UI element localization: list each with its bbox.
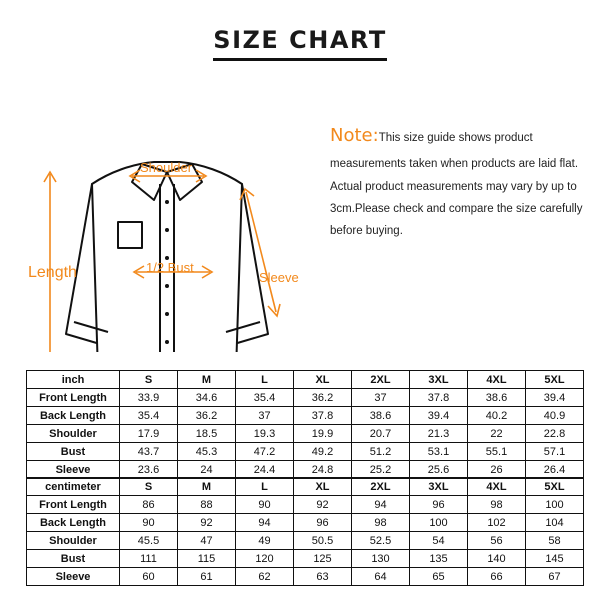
measurement-value-cell: 98 xyxy=(352,514,410,532)
label-shoulder: Shoulder xyxy=(140,160,193,175)
measurement-value-cell: 50.5 xyxy=(294,532,352,550)
measurement-label-cell: Shoulder xyxy=(27,532,120,550)
shirt-diagram xyxy=(14,72,334,352)
measurement-value-cell: 18.5 xyxy=(178,425,236,443)
measurement-value-cell: 51.2 xyxy=(352,443,410,461)
measurement-value-cell: 52.5 xyxy=(352,532,410,550)
measurement-value-cell: 65 xyxy=(410,568,468,586)
measurement-value-cell: 26 xyxy=(468,461,526,479)
measurement-value-cell: 25.2 xyxy=(352,461,410,479)
measurement-value-cell: 45.3 xyxy=(178,443,236,461)
unit-header-cell: centimeter xyxy=(27,478,120,496)
note-block xyxy=(330,118,588,243)
measurement-value-cell: 57.1 xyxy=(526,443,584,461)
measurement-value-cell: 47.2 xyxy=(236,443,294,461)
measurement-value-cell: 135 xyxy=(410,550,468,568)
measurement-value-cell: 88 xyxy=(178,496,236,514)
table-row xyxy=(27,389,584,407)
table-row xyxy=(27,425,584,443)
size-header-cell: 5XL xyxy=(526,478,584,496)
measurement-label-cell: Shoulder xyxy=(27,425,120,443)
shirt-illustration-svg xyxy=(14,72,334,352)
measurement-label-cell: Sleeve xyxy=(27,461,120,479)
measurement-value-cell: 21.3 xyxy=(410,425,468,443)
page-title-wrap xyxy=(0,26,600,61)
note-heading: Note: xyxy=(330,125,379,146)
measurement-value-cell: 19.3 xyxy=(236,425,294,443)
measurement-value-cell: 40.2 xyxy=(468,407,526,425)
measurement-value-cell: 43.7 xyxy=(120,443,178,461)
measurement-value-cell: 63 xyxy=(294,568,352,586)
measurement-value-cell: 37.8 xyxy=(410,389,468,407)
measurement-value-cell: 120 xyxy=(236,550,294,568)
measurement-value-cell: 17.9 xyxy=(120,425,178,443)
measurement-value-cell: 22.8 xyxy=(526,425,584,443)
measurement-value-cell: 94 xyxy=(352,496,410,514)
size-header-cell: XL xyxy=(294,371,352,389)
measurement-value-cell: 55.1 xyxy=(468,443,526,461)
measurement-value-cell: 66 xyxy=(468,568,526,586)
measurement-value-cell: 34.6 xyxy=(178,389,236,407)
measurement-value-cell: 25.6 xyxy=(410,461,468,479)
measurement-value-cell: 90 xyxy=(236,496,294,514)
measurement-value-cell: 35.4 xyxy=(120,407,178,425)
table-header-row xyxy=(27,371,584,389)
measurement-value-cell: 92 xyxy=(294,496,352,514)
size-table-inch xyxy=(26,370,584,479)
measurement-value-cell: 24.4 xyxy=(236,461,294,479)
table-row xyxy=(27,496,584,514)
measurement-value-cell: 38.6 xyxy=(468,389,526,407)
size-header-cell: 2XL xyxy=(352,478,410,496)
measurement-value-cell: 96 xyxy=(294,514,352,532)
size-header-cell: 4XL xyxy=(468,478,526,496)
measurement-value-cell: 36.2 xyxy=(294,389,352,407)
measurement-value-cell: 23.6 xyxy=(120,461,178,479)
measurement-value-cell: 94 xyxy=(236,514,294,532)
measurement-value-cell: 56 xyxy=(468,532,526,550)
measurement-value-cell: 145 xyxy=(526,550,584,568)
size-header-cell: L xyxy=(236,371,294,389)
measurement-label-cell: Bust xyxy=(27,443,120,461)
size-table-centimeter xyxy=(26,477,584,586)
measurement-value-cell: 39.4 xyxy=(410,407,468,425)
measurement-value-cell: 96 xyxy=(410,496,468,514)
measurement-value-cell: 37 xyxy=(236,407,294,425)
measurement-value-cell: 47 xyxy=(178,532,236,550)
measurement-value-cell: 100 xyxy=(526,496,584,514)
measurement-value-cell: 92 xyxy=(178,514,236,532)
label-length: Length xyxy=(28,264,77,281)
measurement-value-cell: 38.6 xyxy=(352,407,410,425)
label-sleeve: Sleeve xyxy=(259,270,299,285)
size-header-cell: S xyxy=(120,478,178,496)
measurement-value-cell: 33.9 xyxy=(120,389,178,407)
table-row xyxy=(27,461,584,479)
measurement-value-cell: 35.4 xyxy=(236,389,294,407)
unit-header-cell: inch xyxy=(27,371,120,389)
note-body: This size guide shows product measurements taken when products are laid flat. Actual product measurements may vary by up to 3cm.Please check and compare the size carefully before buying. xyxy=(330,132,583,238)
size-header-cell: 4XL xyxy=(468,371,526,389)
table-row xyxy=(27,443,584,461)
measurement-label-cell: Back Length xyxy=(27,514,120,532)
measurement-label-cell: Sleeve xyxy=(27,568,120,586)
measurement-value-cell: 140 xyxy=(468,550,526,568)
measurement-value-cell: 115 xyxy=(178,550,236,568)
page-title: SIZE CHART xyxy=(213,26,386,61)
measurement-value-cell: 62 xyxy=(236,568,294,586)
measurement-value-cell: 22 xyxy=(468,425,526,443)
measurement-value-cell: 61 xyxy=(178,568,236,586)
measurement-value-cell: 102 xyxy=(468,514,526,532)
measurement-value-cell: 111 xyxy=(120,550,178,568)
measurement-label-cell: Front Length xyxy=(27,389,120,407)
measurement-value-cell: 130 xyxy=(352,550,410,568)
measurement-value-cell: 104 xyxy=(526,514,584,532)
size-header-cell: S xyxy=(120,371,178,389)
measurement-value-cell: 26.4 xyxy=(526,461,584,479)
table-row xyxy=(27,568,584,586)
measurement-value-cell: 37.8 xyxy=(294,407,352,425)
size-header-cell: M xyxy=(178,478,236,496)
measurement-value-cell: 58 xyxy=(526,532,584,550)
measurement-value-cell: 39.4 xyxy=(526,389,584,407)
measurement-value-cell: 100 xyxy=(410,514,468,532)
label-half-bust: 1/2 Bust xyxy=(146,260,194,275)
measurement-value-cell: 45.5 xyxy=(120,532,178,550)
size-header-cell: L xyxy=(236,478,294,496)
size-header-cell: 3XL xyxy=(410,371,468,389)
measurement-value-cell: 37 xyxy=(352,389,410,407)
measurement-value-cell: 36.2 xyxy=(178,407,236,425)
measurement-value-cell: 24.8 xyxy=(294,461,352,479)
measurement-value-cell: 49 xyxy=(236,532,294,550)
measurement-value-cell: 49.2 xyxy=(294,443,352,461)
size-header-cell: 3XL xyxy=(410,478,468,496)
table-row xyxy=(27,550,584,568)
measurement-value-cell: 98 xyxy=(468,496,526,514)
measurement-label-cell: Front Length xyxy=(27,496,120,514)
table-header-row xyxy=(27,478,584,496)
size-header-cell: 2XL xyxy=(352,371,410,389)
table-row xyxy=(27,514,584,532)
measurement-value-cell: 19.9 xyxy=(294,425,352,443)
measurement-value-cell: 60 xyxy=(120,568,178,586)
size-header-cell: XL xyxy=(294,478,352,496)
measurement-value-cell: 90 xyxy=(120,514,178,532)
measurement-value-cell: 64 xyxy=(352,568,410,586)
size-header-cell: M xyxy=(178,371,236,389)
table-row xyxy=(27,532,584,550)
measurement-value-cell: 40.9 xyxy=(526,407,584,425)
size-header-cell: 5XL xyxy=(526,371,584,389)
measurement-label-cell: Bust xyxy=(27,550,120,568)
measurement-value-cell: 20.7 xyxy=(352,425,410,443)
measurement-value-cell: 86 xyxy=(120,496,178,514)
measurement-value-cell: 125 xyxy=(294,550,352,568)
measurement-label-cell: Back Length xyxy=(27,407,120,425)
measurement-value-cell: 53.1 xyxy=(410,443,468,461)
measurement-value-cell: 67 xyxy=(526,568,584,586)
measurement-value-cell: 54 xyxy=(410,532,468,550)
table-row xyxy=(27,407,584,425)
measurement-value-cell: 24 xyxy=(178,461,236,479)
